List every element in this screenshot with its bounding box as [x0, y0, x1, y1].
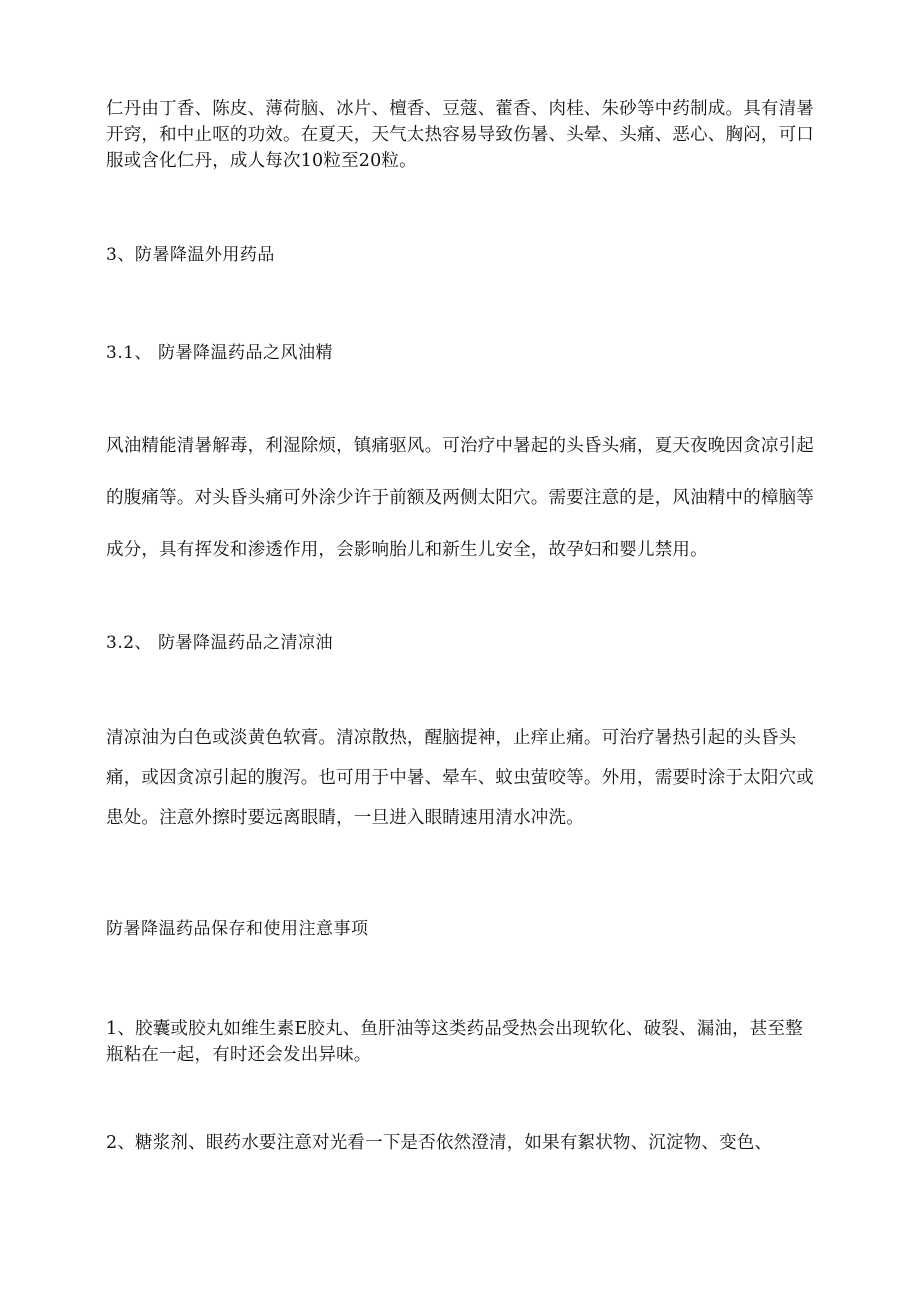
paragraph-renzhi: 仁丹由丁香、陈皮、薄荷脑、冰片、檀香、豆蔻、藿香、肉桂、朱砂等中药制成。具有清暑开窍，和中止呕的功效。在夏天，天气太热容易导致伤暑、头晕、头痛、恶心、胸闷，可口服或含化仁丹，成人每次10粒至20粒。 — [106, 99, 814, 171]
heading-section-3: 3、防暑降温外用药品 — [106, 245, 275, 265]
paragraph-qingliangyou: 清凉油为白色或淡黄色软膏。清凉散热，醒脑提神，止痒止痛。可治疗暑热引起的头昏头痛，或因贪凉引起的腹泻。也可用于中暑、晕车、蚊虫萤咬等。外用，需要时涂于太阳穴或患处。注意外擦时要远离眼睛，一旦进入眼睛速用清水冲洗。 — [106, 728, 814, 828]
heading-storage-notes: 防暑降温药品保存和使用注意事项 — [106, 919, 369, 939]
paragraph-capsule: 1、胶囊或胶丸如维生素E胶丸、鱼肝油等这类药品受热会出现软化、破裂、漏油，甚至整瓶粘在一起，有时还会发出异味。 — [106, 1019, 803, 1065]
heading-section-3-1: 3.1、 防暑降温药品之风油精 — [106, 343, 333, 363]
paragraph-fengyoujing: 风油精能清暑解毒，利湿除烦，镇痛驱风。可治疗中暑起的头昏头痛，夏天夜晚因贪凉引起的腹痛等。对头昏头痛可外涂少许于前额及两侧太阳穴。需要注意的是，风油精中的樟脑等成分，具有挥发和渗透作用，会影响胎儿和新生儿安全，故孕妇和婴儿禁用。 — [106, 436, 814, 560]
heading-section-3-2: 3.2、 防暑降温药品之清凉油 — [106, 633, 333, 653]
paragraph-syrup: 2、糖浆剂、眼药水要注意对光看一下是否依然澄清，如果有絮状物、沉淀物、变色、 — [106, 1133, 773, 1153]
